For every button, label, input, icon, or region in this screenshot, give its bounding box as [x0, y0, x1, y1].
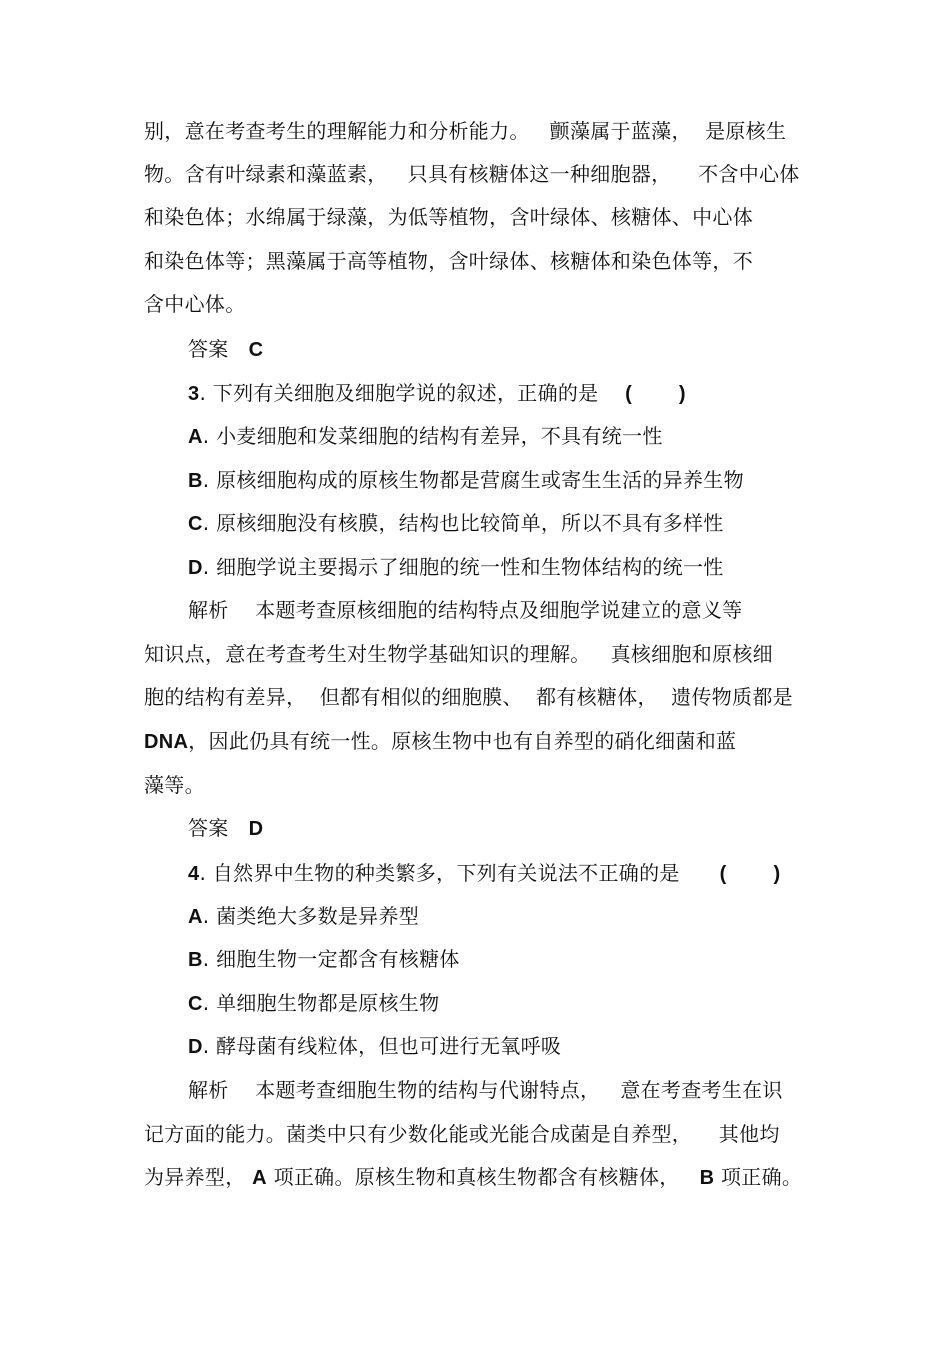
analysis-line	[144, 727, 736, 756]
analysis-line: 记方面的能力。菌类中只有少数化能或光能合成菌是自养型， 其他均	[144, 1122, 780, 1146]
analysis-label: 解析	[188, 1078, 229, 1102]
answer-line	[188, 814, 263, 843]
option-letter: A	[188, 426, 203, 448]
question-number: 3	[188, 383, 200, 405]
option-a: A. 菌类绝大多数是异养型	[188, 904, 420, 928]
analysis-line	[188, 596, 742, 624]
option-reference: A	[252, 1167, 267, 1189]
option-c: C. 单细胞生物都是原核生物	[188, 991, 440, 1015]
option-letter: B	[188, 949, 203, 971]
dna-term: DNA	[144, 731, 189, 753]
answer-line	[188, 335, 263, 364]
option-text: 小麦细胞和发菜细胞的结构有差异，不具有统一性	[216, 424, 663, 448]
option-text: 细胞学说主要揭示了细胞的统一性和生物体结构的统一性	[216, 555, 724, 579]
option-reference: B	[699, 1167, 715, 1189]
option-b: B. 原核细胞构成的原核生物都是营腐生或寄生生活的异养生物	[188, 468, 744, 492]
option-a: A. 小麦细胞和发菜细胞的结构有差异，不具有统一性	[188, 424, 663, 448]
option-d: D. 细胞学说主要揭示了细胞的统一性和生物体结构的统一性	[188, 555, 724, 579]
answer-label: 答案	[188, 816, 229, 840]
question-text: 下列有关细胞及细胞学说的叙述，正确的是	[212, 381, 599, 405]
analysis-line	[188, 1076, 783, 1104]
paragraph-line: 含中心体。	[144, 292, 246, 316]
analysis-text: 项正确。原核生物和真核生物都含有核糖体，	[266, 1165, 700, 1189]
question-stem: 4. 自然界中生物的种类繁多，下列有关说法不正确的是 ( )	[188, 861, 781, 885]
paragraph-line: 别，意在考查考生的理解能力和分析能力。 颤藻属于蓝藻， 是原核生	[144, 119, 787, 143]
analysis-text: ，因此仍具有统一性。原核生物中也有自养型的硝化细菌和蓝	[188, 729, 737, 753]
analysis-line: 知识点，意在考查考生对生物学基础知识的理解。 真核细胞和原核细	[144, 642, 773, 666]
option-letter: C	[188, 993, 203, 1015]
answer-value: D	[248, 818, 264, 840]
paragraph-line: 和染色体；水绵属于绿藻，为低等植物，含叶绿体、核糖体、中心体	[144, 205, 753, 229]
option-text: 菌类绝大多数是异养型	[216, 904, 420, 928]
option-letter: A	[188, 906, 203, 928]
paragraph-line: 物。含有叶绿素和藻蓝素， 只具有核糖体这一种细胞器， 不含中心体	[144, 162, 800, 186]
answer-blank: ( )	[719, 863, 781, 885]
option-text: 细胞生物一定都含有核糖体	[216, 947, 460, 971]
option-letter: B	[188, 470, 203, 492]
option-c: C. 原核细胞没有核膜，结构也比较简单，所以不具有多样性	[188, 511, 724, 535]
analysis-text: 本题考查细胞生物的结构与代谢特点， 意在考查考生在识	[255, 1078, 783, 1102]
question-text: 自然界中生物的种类繁多，下列有关说法不正确的是	[212, 861, 680, 885]
paragraph-line: 和染色体等；黑藻属于高等植物，含叶绿体、核糖体和染色体等，不	[144, 249, 753, 273]
option-letter: C	[188, 513, 203, 535]
question-number: 4	[188, 863, 200, 885]
option-b: B. 细胞生物一定都含有核糖体	[188, 947, 460, 971]
analysis-text: 为异养型，	[144, 1165, 253, 1189]
option-d: D. 酵母菌有线粒体，但也可进行无氧呼吸	[188, 1034, 562, 1058]
answer-label: 答案	[188, 337, 229, 361]
answer-blank: ( )	[625, 383, 686, 405]
option-letter: D	[188, 1036, 203, 1058]
answer-value: C	[248, 339, 264, 361]
analysis-text: 本题考查原核细胞的结构特点及细胞学说建立的意义等	[255, 598, 743, 622]
question-stem: 3. 下列有关细胞及细胞学说的叙述，正确的是 ( )	[188, 381, 686, 405]
analysis-line: 藻等。	[144, 773, 205, 797]
analysis-label: 解析	[188, 598, 229, 622]
option-text: 原核细胞没有核膜，结构也比较简单，所以不具有多样性	[216, 511, 724, 535]
option-text: 酵母菌有线粒体，但也可进行无氧呼吸	[216, 1034, 562, 1058]
option-text: 原核细胞构成的原核生物都是营腐生或寄生生活的异养生物	[216, 468, 744, 492]
option-letter: D	[188, 557, 203, 579]
option-text: 单细胞生物都是原核生物	[216, 991, 440, 1015]
analysis-text: 项正确。	[714, 1165, 803, 1189]
analysis-line	[144, 1163, 802, 1192]
analysis-line: 胞的结构有差异， 但都有相似的细胞膜、 都有核糖体， 遗传物质都是	[144, 685, 793, 709]
